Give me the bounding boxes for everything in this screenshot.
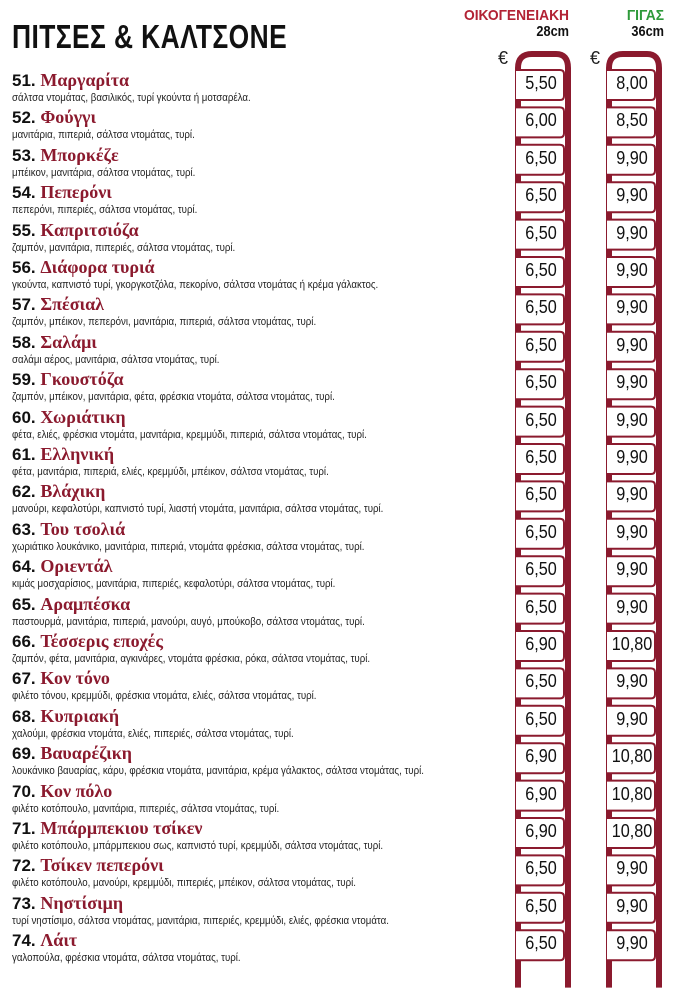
pizza-name: Γκουστόζα	[40, 369, 124, 390]
pizza-description: σαλάμι αέρος, μανιτάρια, σάλτσα ντομάτας, τυρί.	[12, 353, 220, 366]
pizza-item	[0, 818, 676, 855]
pizza-item	[0, 481, 676, 518]
pizza-number: 66.	[12, 632, 36, 651]
pizza-name-line	[12, 594, 130, 615]
pizza-name-line	[12, 631, 163, 652]
pizza-name: Νηστίσιμη	[40, 892, 124, 913]
pizza-name-line	[12, 70, 129, 91]
pizza-description: χωριάτικο λουκάνικο, μανιτάρια, πιπεριά, ντομάτα φρέσκια, σάλτσα ντομάτας, τυρί.	[12, 540, 365, 553]
pizza-number: 74.	[12, 931, 36, 951]
euro-symbol-giant: €	[590, 48, 601, 68]
price-giant: 9,90	[616, 933, 648, 954]
pizza-name-line	[12, 781, 112, 802]
pizza-description: μανιτάρια, πιπεριά, σάλτσα ντομάτας, τυρί.	[12, 129, 195, 142]
pizza-description: μπέικον, μανιτάρια, σάλτσα ντομάτας, τυρί.	[12, 166, 196, 179]
pizza-description: χαλούμι, φρέσκια ντομάτα, ελιές, πιπεριές, σάλτσα ντομάτας, τυρί.	[12, 727, 294, 740]
pizza-number: 69.	[12, 744, 36, 764]
pizza-name: Κον πόλο	[40, 780, 113, 801]
pizza-description: τυρί νηστίσιμο, σάλτσα ντομάτας, μανιτάρια, πιπεριές, κρεμμύδι, ελιές, φρέσκια ντομάτα.	[12, 914, 389, 927]
pizza-name-line	[12, 818, 202, 839]
pizza-name: Ελληνική	[40, 444, 115, 464]
pizza-name: Μαργαρίτα	[40, 70, 130, 90]
price-family: 6,50	[525, 484, 557, 505]
price-giant: 9,90	[616, 559, 648, 580]
pizza-description: κιμάς μοσχαρίσιος, μανιτάρια, πιπεριές, κεφαλοτύρι, σάλτσα ντομάτας, τυρί.	[12, 578, 336, 591]
pizza-description: λουκάνικο βαυαρίας, κάρυ, φρέσκια ντομάτα, μανιτάρια, κρέμα γάλακτος, σάλτσα ντομάτας, τυρί.	[12, 765, 424, 778]
pizza-name-line	[12, 893, 123, 914]
price-family: 6,50	[525, 222, 557, 243]
pizza-number: 62.	[12, 482, 36, 502]
pizza-description: ζαμπόν, μπέικον, μανιτάρια, φέτα, φρέσκια ντομάτα, σάλτσα ντομάτας, τυρί.	[12, 391, 335, 404]
pizza-description: φέτα, ελιές, φρέσκια ντομάτα, μανιτάρια, κρεμμύδι, πιπεριά, σάλτσα ντομάτας, τυρί.	[12, 428, 367, 441]
pizza-description: ζαμπόν, μανιτάρια, πιπεριές, σάλτσα ντομάτας, τυρί.	[12, 241, 236, 254]
price-family: 6,50	[525, 260, 557, 280]
pizza-name: Λάιτ	[40, 930, 78, 951]
price-giant: 9,90	[616, 260, 648, 280]
pizza-name: Χωριάτικη	[40, 406, 126, 427]
pizza-name: Πεπερόνι	[40, 182, 112, 203]
pizza-item	[0, 631, 676, 668]
price-family: 6,90	[525, 783, 557, 804]
price-giant: 10,80	[611, 746, 653, 767]
pizza-description: μανούρι, κεφαλοτύρι, καπνιστό τυρί, λιαστή ντομάτα, μανιτάρια, σάλτσα ντομάτας, τυρί.	[12, 503, 384, 516]
pizza-name-line	[12, 332, 97, 353]
pizza-description: πεπερόνι, πιπεριές, σάλτσα ντομάτας, τυρί.	[12, 204, 198, 217]
pizza-name: Μπορκέζε	[40, 144, 119, 165]
pizza-item	[0, 369, 676, 406]
family-size-cm: 28cm	[536, 23, 569, 40]
price-giant: 9,90	[616, 297, 648, 318]
price-family: 6,50	[525, 297, 557, 318]
pizza-name-line	[12, 407, 126, 428]
pizza-description: γκούντα, καπνιστό τυρί, γκοργκοτζόλα, πεκορίνο, σάλτσα ντομάτας ή κρέμα γάλακτος.	[12, 279, 379, 291]
price-giant: 9,90	[616, 447, 648, 467]
pizza-name-line	[12, 519, 125, 540]
giant-size-header	[560, 8, 664, 39]
price-family: 6,90	[525, 746, 557, 767]
pizza-number: 71.	[12, 819, 36, 838]
pizza-name-line	[12, 855, 164, 876]
price-family: 6,50	[525, 334, 557, 355]
pizza-name: Διάφορα τυριά	[40, 257, 155, 277]
price-family: 6,90	[525, 821, 557, 841]
pizza-item	[0, 444, 676, 481]
pizza-name: Κον τόνο	[40, 668, 110, 689]
pizza-number: 59.	[12, 370, 36, 390]
pizza-number: 57.	[12, 295, 36, 315]
pizza-item	[0, 855, 676, 892]
price-giant: 9,90	[616, 671, 648, 692]
price-family: 6,50	[525, 596, 557, 617]
price-family: 6,50	[525, 147, 557, 168]
pizza-name-line	[12, 369, 124, 390]
pizza-name: Σπέσιαλ	[40, 294, 104, 315]
pizza-number: 67.	[12, 669, 36, 689]
price-family: 6,00	[525, 110, 557, 131]
pizza-number: 73.	[12, 893, 36, 913]
pizza-number: 60.	[12, 407, 36, 427]
pizza-name: Βαυαρέζικη	[40, 743, 132, 764]
price-giant: 8,50	[616, 110, 648, 131]
euro-symbol-family: €	[498, 48, 509, 68]
pizza-item	[0, 332, 676, 369]
pizza-number: 65.	[12, 594, 36, 614]
price-giant: 10,80	[611, 634, 653, 654]
price-giant: 9,90	[616, 858, 648, 879]
pizza-name: Βλάχικη	[40, 481, 106, 502]
pizza-description: σάλτσα ντομάτας, βασιλικός, τυρί γκούντα ή μοτσαρέλα.	[12, 92, 251, 104]
pizza-name-line	[12, 668, 110, 689]
price-family: 6,50	[525, 447, 557, 467]
price-family: 6,50	[525, 372, 557, 393]
pizza-name: Σαλάμι	[40, 331, 97, 352]
pizza-name: Τέσσερις εποχές	[40, 631, 163, 651]
pizza-name-line	[12, 743, 132, 764]
pizza-name-line	[12, 706, 119, 727]
pizza-name: Καπριτσιόζα	[40, 219, 139, 240]
price-giant: 9,90	[616, 334, 648, 355]
price-giant: 9,90	[616, 521, 648, 542]
pizza-item	[0, 107, 676, 144]
price-family: 6,50	[525, 895, 557, 916]
pizza-item	[0, 781, 676, 818]
pizza-number: 72.	[12, 856, 36, 876]
giant-size-cm: 36cm	[631, 23, 664, 40]
pizza-name-line	[12, 182, 112, 203]
pizza-item	[0, 294, 676, 331]
pizza-name: Μπάρμπεκιου τσίκεν	[40, 818, 203, 838]
pizza-name: Αραμπέσκα	[40, 593, 131, 614]
pizza-item	[0, 519, 676, 556]
family-size-label: ΟΙΚΟΓΕΝΕΙΑΚΗ	[463, 7, 569, 24]
price-giant: 9,90	[616, 222, 648, 243]
pizza-name: Κυπριακή	[40, 705, 120, 726]
pizza-item	[0, 668, 676, 705]
pizza-item	[0, 556, 676, 593]
pizza-item	[0, 407, 676, 444]
pizza-item	[0, 893, 676, 930]
pizza-number: 53.	[12, 145, 36, 165]
pizza-description: φιλέτο κοτόπουλο, μανούρι, κρεμμύδι, πιπεριές, μπέικον, σάλτσα ντομάτας, τυρί.	[12, 877, 356, 890]
price-family: 6,50	[525, 933, 557, 954]
pizza-number: 64.	[12, 557, 36, 577]
pizza-description: παστουρμά, μανιτάρια, πιπεριά, μανούρι, αυγό, μπούκοβο, σάλτσα ντομάτας, τυρί.	[12, 615, 365, 628]
price-giant: 9,90	[616, 147, 648, 168]
pizza-description: φιλέτο κοτόπουλο, μπάρμπεκιου σως, καπνιστό τυρί, κρεμμύδι, σάλτσα ντομάτας, τυρί.	[12, 840, 384, 852]
price-giant: 9,90	[616, 185, 648, 206]
pizza-item	[0, 182, 676, 219]
price-family: 6,50	[525, 708, 557, 729]
family-size-header	[400, 8, 569, 39]
price-family: 5,50	[525, 73, 557, 93]
giant-size-label: ΓΙΓΑΣ	[626, 7, 664, 24]
pizza-item	[0, 930, 676, 967]
pizza-number: 63.	[12, 519, 36, 539]
pizza-name-line	[12, 481, 105, 502]
pizza-description: γαλοπούλα, φρέσκια ντομάτα, σάλτσα ντομάτας, τυρί.	[12, 952, 241, 965]
pizza-item	[0, 706, 676, 743]
price-family: 6,50	[525, 185, 557, 206]
pizza-number: 56.	[12, 258, 36, 277]
price-family: 6,50	[525, 409, 557, 430]
pizza-number: 54.	[12, 183, 36, 203]
pizza-number: 55.	[12, 220, 36, 240]
price-giant: 10,80	[611, 821, 653, 841]
price-giant: 9,90	[616, 372, 648, 393]
price-giant: 10,80	[611, 783, 653, 804]
pizza-description: ζαμπόν, μπέικον, πεπερόνι, μανιτάρια, πιπεριά, σάλτσα ντομάτας, τυρί.	[12, 316, 317, 329]
pizza-description: φιλέτο τόνου, κρεμμύδι, φρέσκια ντομάτα, ελιές, σάλτσα ντομάτας, τυρί.	[12, 690, 317, 703]
pizza-name-line	[12, 294, 104, 315]
pizza-description: ζαμπόν, φέτα, μανιτάρια, αγκινάρες, ντομάτα φρέσκια, ρόκα, σάλτσα ντομάτας, τυρί.	[12, 653, 371, 665]
pizza-description: φέτα, μανιτάρια, πιπεριά, ελιές, κρεμμύδι, μπέικον, σάλτσα ντομάτας, τυρί.	[12, 466, 329, 478]
price-family: 6,50	[525, 671, 557, 692]
price-family: 6,50	[525, 559, 557, 580]
price-giant: 9,90	[616, 708, 648, 729]
pizza-number: 68.	[12, 706, 36, 726]
price-giant: 9,90	[616, 484, 648, 505]
pizza-description: φιλέτο κοτόπουλο, μανιτάρια, πιπεριές, σάλτσα ντομάτας, τυρί.	[12, 802, 280, 815]
pizza-name-line	[12, 556, 113, 577]
pizza-name: Οριεντάλ	[40, 556, 113, 577]
pizza-item	[0, 594, 676, 631]
price-family: 6,50	[525, 521, 557, 542]
pizza-name: Του τσολιά	[40, 518, 126, 539]
pizza-item	[0, 743, 676, 780]
pizza-number: 52.	[12, 108, 36, 128]
price-giant: 9,90	[616, 409, 648, 430]
menu-title: ΠΙΤΣΕΣ & ΚΑΛΤΣΟΝΕ	[12, 18, 288, 55]
pizza-item	[0, 70, 676, 107]
pizza-number: 58.	[12, 332, 36, 352]
pizza-name-line	[12, 930, 77, 951]
price-giant: 8,00	[616, 73, 648, 93]
price-family: 6,90	[525, 634, 557, 654]
pizza-item	[0, 220, 676, 257]
pizza-item	[0, 257, 676, 294]
price-giant: 9,90	[616, 596, 648, 617]
pizza-name-line	[12, 220, 139, 241]
pizza-item	[0, 145, 676, 182]
pizza-name: Τσίκεν πεπερόνι	[40, 855, 164, 876]
pizza-number: 70.	[12, 781, 36, 801]
pizza-name-line	[12, 257, 155, 278]
price-giant: 9,90	[616, 895, 648, 916]
pizza-name-line	[12, 145, 119, 166]
pizza-name-line	[12, 444, 114, 465]
price-family: 6,50	[525, 858, 557, 879]
pizza-name-line	[12, 107, 96, 128]
pizza-number: 51.	[12, 71, 36, 90]
pizza-name: Φούγγι	[40, 107, 97, 128]
pizza-number: 61.	[12, 445, 36, 464]
